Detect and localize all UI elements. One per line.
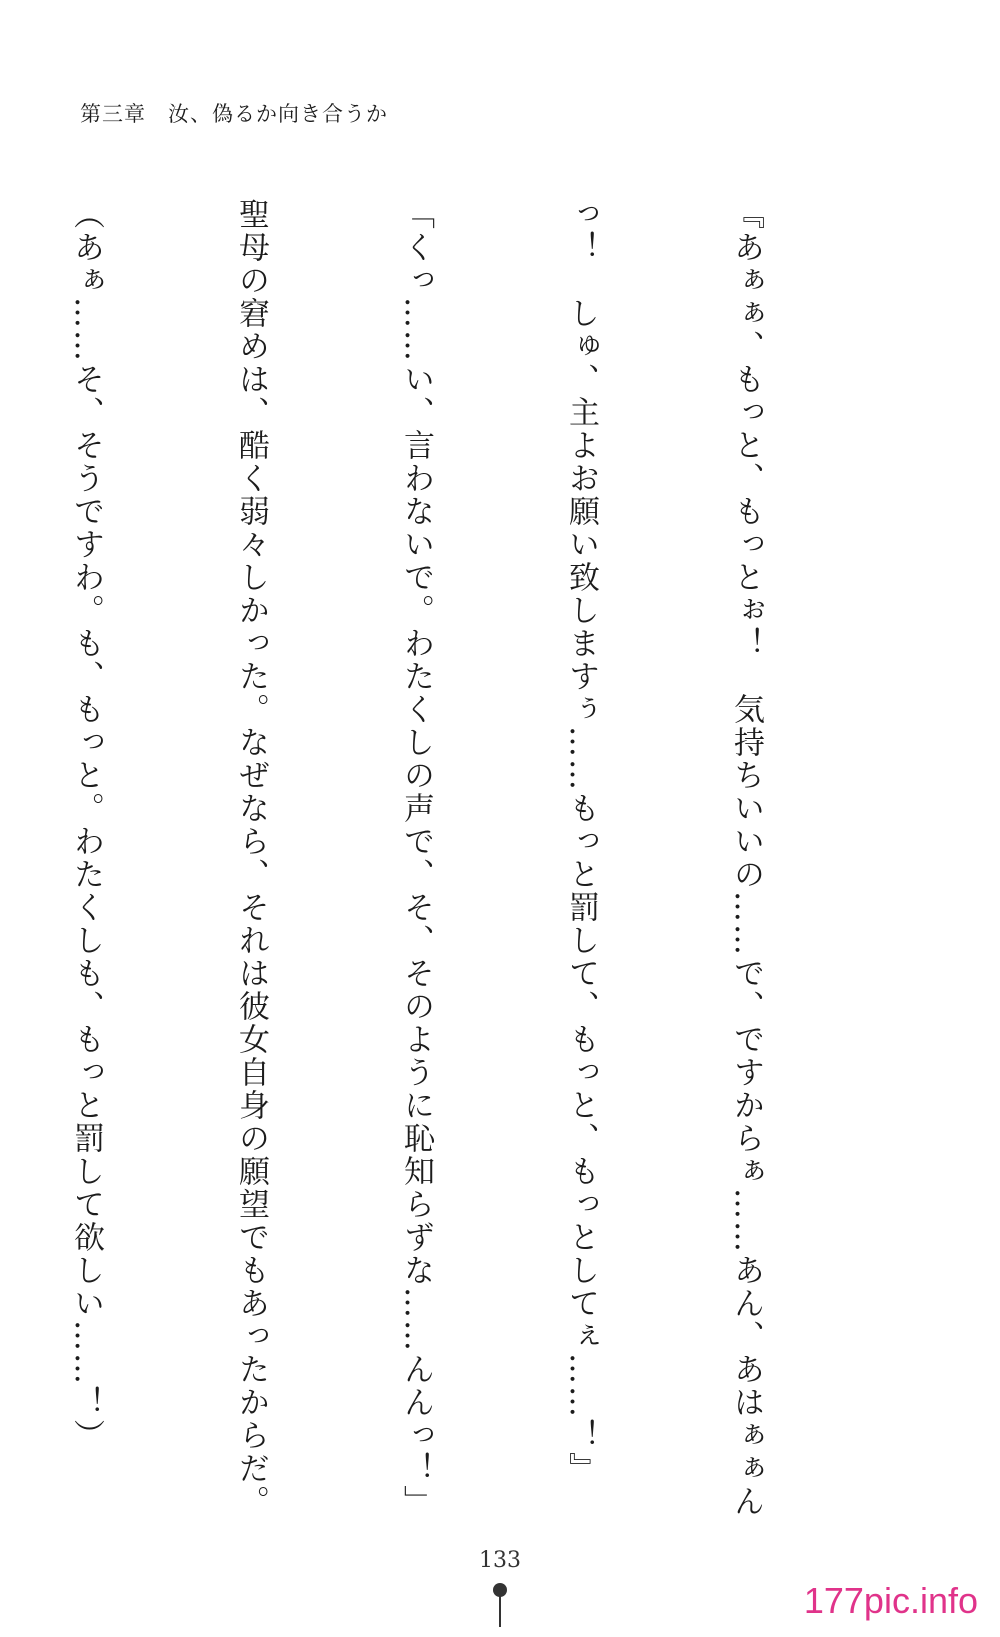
page-number: 133 [479,1548,521,1573]
text-column: 「くっ……い、言わないで。わたくしの声で、そ、そのように恥知らずな……んんっ！」 [398,198,434,1518]
text-column: っ！ しゅ、主よお願い致しますぅ……もっと罰して、もっと、もっとしてぇ……！』 [563,198,599,1485]
page-marker-stem [499,1595,501,1627]
watermark: 177pic.info [803,1580,978,1621]
text-column: 『あぁぁ、もっと、もっとぉ！ 気持ちいいの……で、ですからぁ……あん、あはぁぁん [728,198,764,1518]
chapter-title: 第三章 汝、偽るか向き合うか [80,102,388,126]
text-column: （あぁ……そ、そうですわ。も、もっと。わたくしも、もっと罰して欲しい……！） [68,198,104,1452]
text-column: 聖母の窘めは、酷く弱々しかった。なぜなら、それは彼女自身の願望でもあったからだ。 [233,198,269,1518]
body-text [68,198,883,1518]
page-marker-icon [493,1583,507,1623]
page-marker-dot [493,1583,507,1597]
